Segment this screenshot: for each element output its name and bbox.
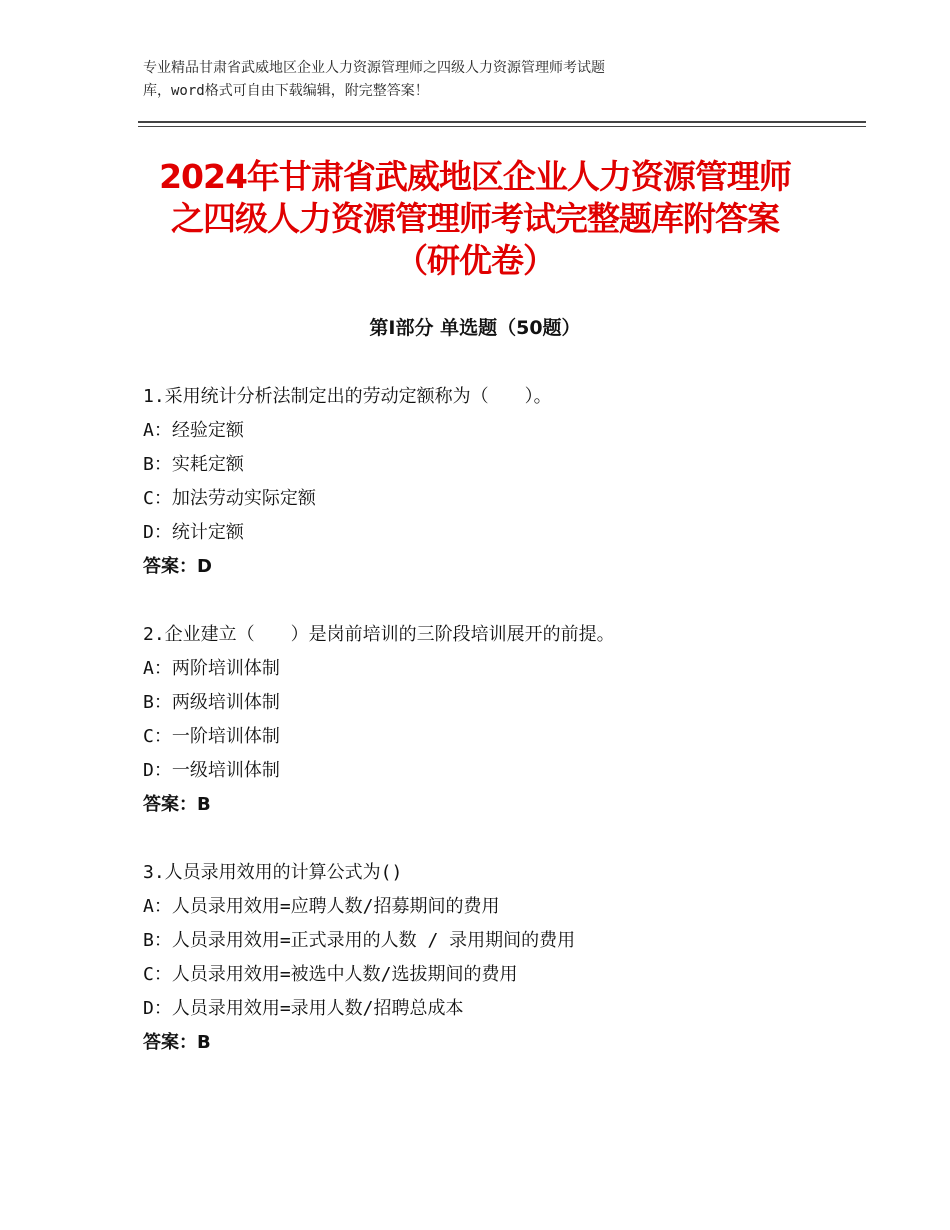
header-divider-thick: [138, 121, 866, 123]
section-heading: 第Ⅰ部分 单选题（50题）: [369, 317, 581, 339]
header-note: [143, 57, 783, 103]
document-title-line-2: 之四级人力资源管理师考试完整题库附答案: [171, 199, 779, 238]
document-title-line-1: 2024年甘肃省武威地区企业人力资源管理师: [159, 157, 791, 196]
answer-line: 答案：B: [143, 1032, 211, 1053]
option-b: B：人员录用效用=正式录用的人数 / 录用期间的费用: [143, 930, 576, 951]
question-stem: 3.人员录用效用的计算公式为(): [143, 862, 403, 883]
option-c: C：人员录用效用=被选中人数/选拔期间的费用: [143, 964, 518, 985]
document-title: [120, 156, 830, 282]
option-b: B：实耗定额: [143, 454, 244, 475]
answer-line: 答案：D: [143, 556, 212, 577]
option-a: A：人员录用效用=应聘人数/招募期间的费用: [143, 896, 500, 917]
answer-line: 答案：B: [143, 794, 211, 815]
header-note-line-2: 库，word格式可自由下载编辑，附完整答案！: [143, 83, 429, 99]
document-title-line-3: （研优卷）: [395, 241, 555, 280]
question-block: [143, 621, 843, 825]
question-block: [143, 859, 843, 1063]
question-stem: 2.企业建立（ ）是岗前培训的三阶段培训展开的前提。: [143, 624, 615, 645]
option-b: B：两级培训体制: [143, 692, 280, 713]
option-a: A：经验定额: [143, 420, 244, 441]
option-a: A：两阶培训体制: [143, 658, 280, 679]
option-d: D：统计定额: [143, 522, 244, 543]
question-block: [143, 383, 843, 587]
header-note-line-1: 专业精品甘肃省武威地区企业人力资源管理师之四级人力资源管理师考试题: [143, 60, 605, 76]
option-d: D：人员录用效用=录用人数/招聘总成本: [143, 998, 464, 1019]
option-c: C：一阶培训体制: [143, 726, 280, 747]
question-stem: 1.采用统计分析法制定出的劳动定额称为（ ）。: [143, 386, 552, 407]
header-divider-thin: [138, 126, 866, 127]
option-c: C：加法劳动实际定额: [143, 488, 316, 509]
option-d: D：一级培训体制: [143, 760, 280, 781]
